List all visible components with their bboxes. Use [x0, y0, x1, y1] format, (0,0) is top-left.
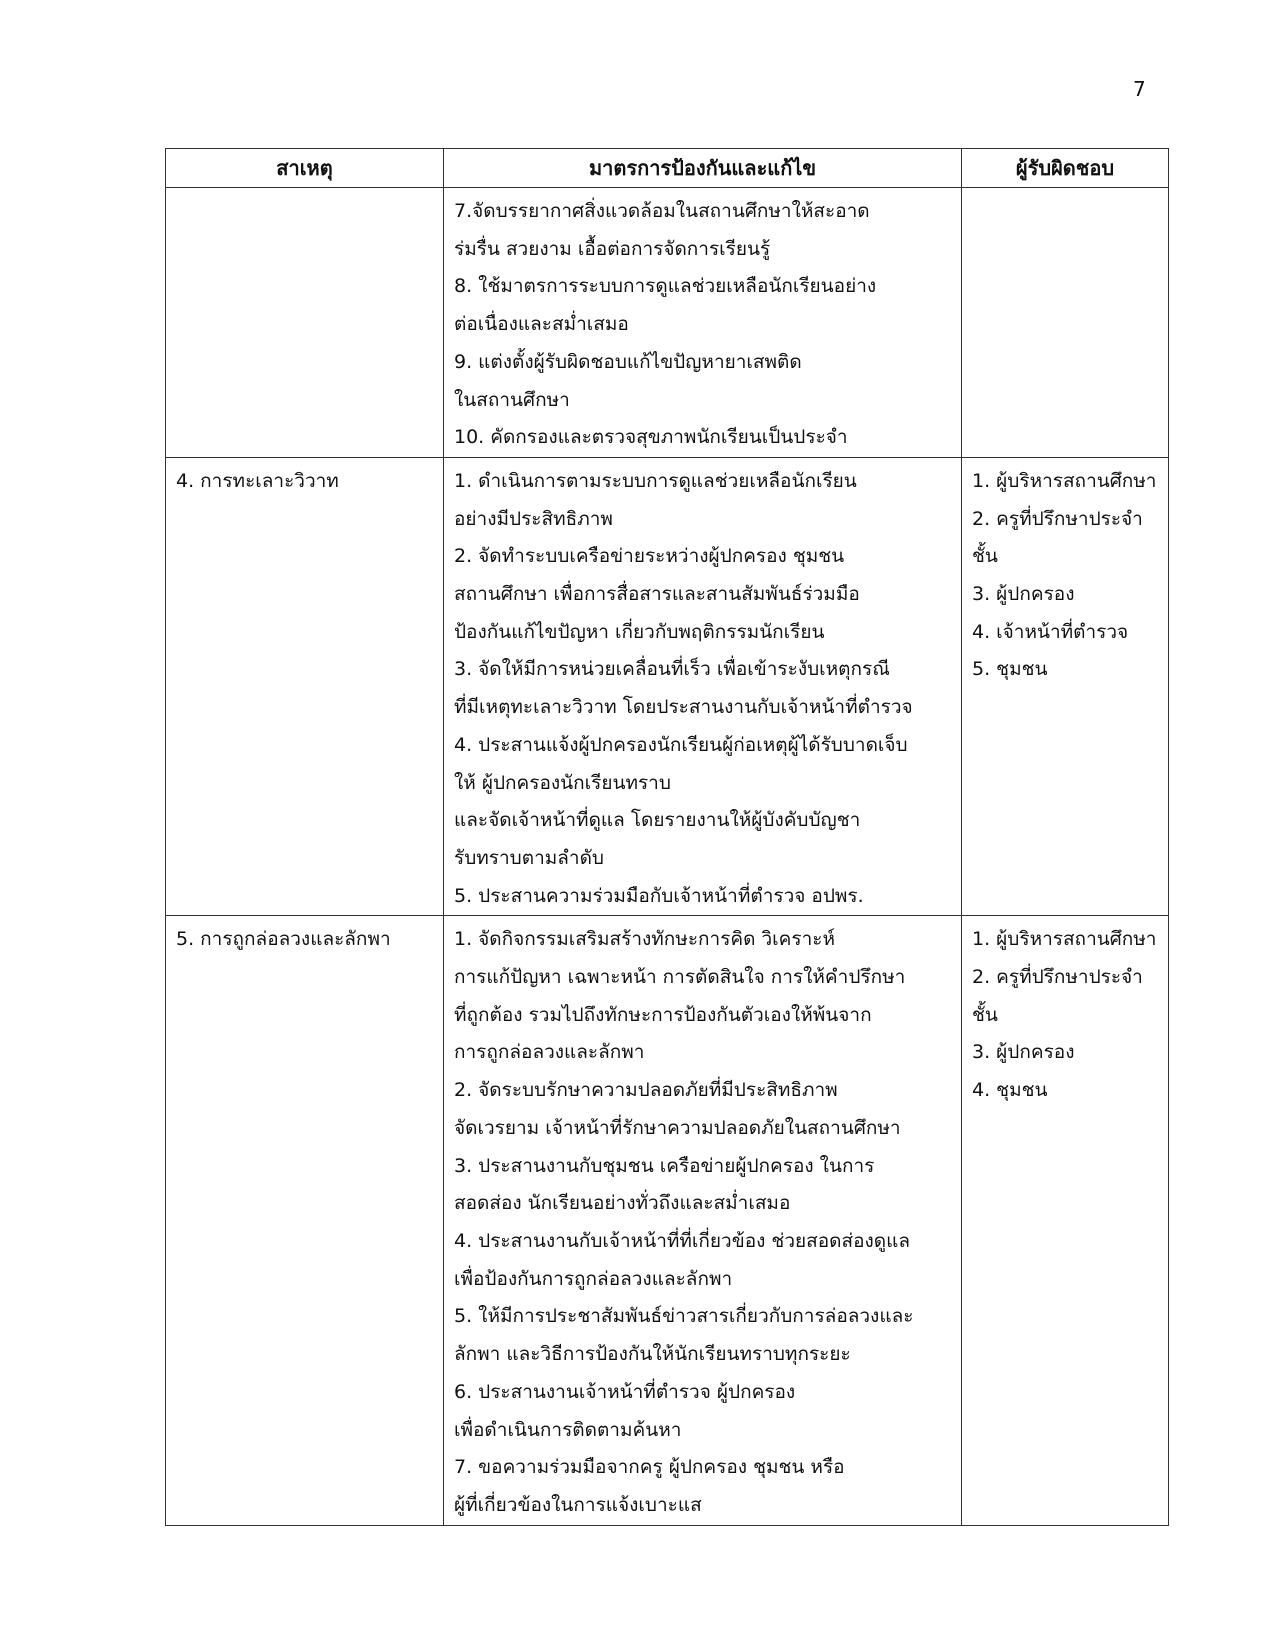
- cause-cell: [166, 188, 444, 458]
- measure-line: เพื่อป้องกันการถูกล่อลวงและลักพา: [454, 1267, 733, 1290]
- measure-line: อย่างมีประสิทธิภาพ: [454, 507, 613, 530]
- cause-cell: [166, 457, 444, 915]
- measure-line: สอดส่อง นักเรียนอย่างทั่วถึงและสม่ำเสมอ: [454, 1192, 791, 1215]
- responsible-line: ชั้น: [972, 545, 998, 568]
- table-header-row: [166, 149, 1169, 188]
- measure-line: ที่ถูกต้อง รวมไปถึงทักษะการป้องกันตัวเองให้พ้นจาก: [454, 1003, 872, 1026]
- measure-line: 1. จัดกิจกรรมเสริมสร้างทักษะการคิด วิเคราะห์: [454, 928, 835, 951]
- measure-line: 5. ประสานความร่วมมือกับเจ้าหน้าที่ตำรวจ อปพร.: [454, 884, 864, 907]
- measure-line: 7.จัดบรรยากาศสิ่งแวดล้อมในสถานศึกษาให้สะอาด: [454, 200, 870, 222]
- measure-line: 8. ใช้มาตรการระบบการดูแลช่วยเหลือนักเรียนอย่าง: [454, 275, 877, 298]
- cause-text: 5. การถูกล่อลวงและลักพา: [176, 928, 391, 951]
- page-number: 7: [1133, 77, 1146, 101]
- responsible-line: 1. ผู้บริหารสถานศึกษา: [972, 928, 1157, 951]
- measures-cell: [444, 916, 962, 1525]
- measure-line: 3. ประสานงานกับชุมชน เครือข่ายผู้ปกครอง ในการ: [454, 1154, 875, 1177]
- table-row: [166, 188, 1169, 458]
- measures-table: [165, 148, 1169, 1526]
- measure-line: สถานศึกษา เพื่อการสื่อสารและสานสัมพันธ์ร่วมมือ: [454, 583, 860, 606]
- responsible-cell: [962, 188, 1169, 458]
- measure-line: และจัดเจ้าหน้าที่ดูแล โดยรายงานให้ผู้บังคับบัญชา: [454, 809, 861, 832]
- measure-line: ป้องกันแก้ไขปัญหา เกี่ยวกับพฤติกรรมนักเรียน: [454, 620, 825, 643]
- measure-line: 4. ประสานแจ้งผู้ปกครองนักเรียนผู้ก่อเหตุผู้ได้รับบาดเจ็บ: [454, 733, 908, 756]
- measure-line: ในสถานศึกษา: [454, 388, 570, 411]
- responsible-line: 4. เจ้าหน้าที่ตำรวจ: [972, 620, 1129, 643]
- measure-line: 1. ดำเนินการตามระบบการดูแลช่วยเหลือนักเรียน: [454, 469, 857, 492]
- table-row: [166, 916, 1169, 1525]
- measure-line: 7. ขอความร่วมมือจากครู ผู้ปกครอง ชุมชน หรือ: [454, 1456, 845, 1479]
- responsible-line: ชั้น: [972, 1003, 998, 1026]
- measures-cell: [444, 188, 962, 458]
- measure-line: รับทราบตามลำดับ: [454, 846, 604, 869]
- measure-line: 4. ประสานงานกับเจ้าหน้าที่ที่เกี่ยวข้อง ช่วยสอดส่องดูแล: [454, 1229, 910, 1252]
- responsible-line: 5. ชุมชน: [972, 658, 1048, 681]
- measure-line: ผู้ที่เกี่ยวข้องในการแจ้งเบาะแส: [454, 1493, 702, 1516]
- responsible-cell: [962, 916, 1169, 1525]
- measure-line: 9. แต่งตั้งผู้รับผิดชอบแก้ไขปัญหายาเสพติด: [454, 350, 802, 373]
- header-cause: สาเหตุ: [166, 149, 444, 188]
- header-measures: มาตรการป้องกันและแก้ไข: [444, 149, 962, 188]
- measure-line: ลักพา และวิธีการป้องกันให้นักเรียนทราบทุกระยะ: [454, 1343, 851, 1366]
- responsible-line: 3. ผู้ปกครอง: [972, 1041, 1075, 1064]
- measure-line: การแก้ปัญหา เฉพาะหน้า การตัดสินใจ การให้คำปรึกษา: [454, 966, 906, 989]
- measure-line: 10. คัดกรองและตรวจสุขภาพนักเรียนเป็นประจำ: [454, 426, 848, 449]
- measure-line: 6. ประสานงานเจ้าหน้าที่ตำรวจ ผู้ปกครอง: [454, 1380, 796, 1403]
- responsible-line: 4. ชุมชน: [972, 1079, 1048, 1102]
- responsible-line: 2. ครูที่ปรึกษาประจำ: [972, 966, 1143, 989]
- table-row: [166, 457, 1169, 915]
- measure-line: เพื่อดำเนินการติดตามค้นหา: [454, 1418, 682, 1441]
- measure-line: การถูกล่อลวงและลักพา: [454, 1041, 645, 1064]
- measure-line: ต่อเนื่องและสม่ำเสมอ: [454, 313, 629, 336]
- cause-cell: [166, 916, 444, 1525]
- measure-line: ที่มีเหตุทะเลาะวิวาท โดยประสานงานกับเจ้าหน้าที่ตำรวจ: [454, 696, 913, 719]
- responsible-cell: [962, 457, 1169, 915]
- measure-line: 2. จัดทำระบบเครือข่ายระหว่างผู้ปกครอง ชุมชน: [454, 545, 845, 568]
- cause-text: [166, 188, 443, 193]
- measure-line: ร่มรื่น สวยงาม เอื้อต่อการจัดการเรียนรู้: [454, 237, 771, 260]
- responsible-line: 3. ผู้ปกครอง: [972, 583, 1075, 606]
- responsible-line: 1. ผู้บริหารสถานศึกษา: [972, 469, 1157, 492]
- measure-line: จัดเวรยาม เจ้าหน้าที่รักษาความปลอดภัยในสถานศึกษา: [454, 1116, 901, 1139]
- header-responsible: ผู้รับผิดชอบ: [962, 149, 1169, 188]
- cause-text: 4. การทะเลาะวิวาท: [176, 469, 339, 492]
- measure-line: 5. ให้มีการประชาสัมพันธ์ข่าวสารเกี่ยวกับการล่อลวงและ: [454, 1305, 914, 1328]
- responsible-line: 2. ครูที่ปรึกษาประจำ: [972, 507, 1143, 530]
- measures-cell: [444, 457, 962, 915]
- measure-line: ให้ ผู้ปกครองนักเรียนทราบ: [454, 771, 671, 794]
- measure-line: 3. จัดให้มีการหน่วยเคลื่อนที่เร็ว เพื่อเข้าระงับเหตุกรณี: [454, 658, 890, 681]
- measure-line: 2. จัดระบบรักษาความปลอดภัยที่มีประสิทธิภาพ: [454, 1079, 838, 1102]
